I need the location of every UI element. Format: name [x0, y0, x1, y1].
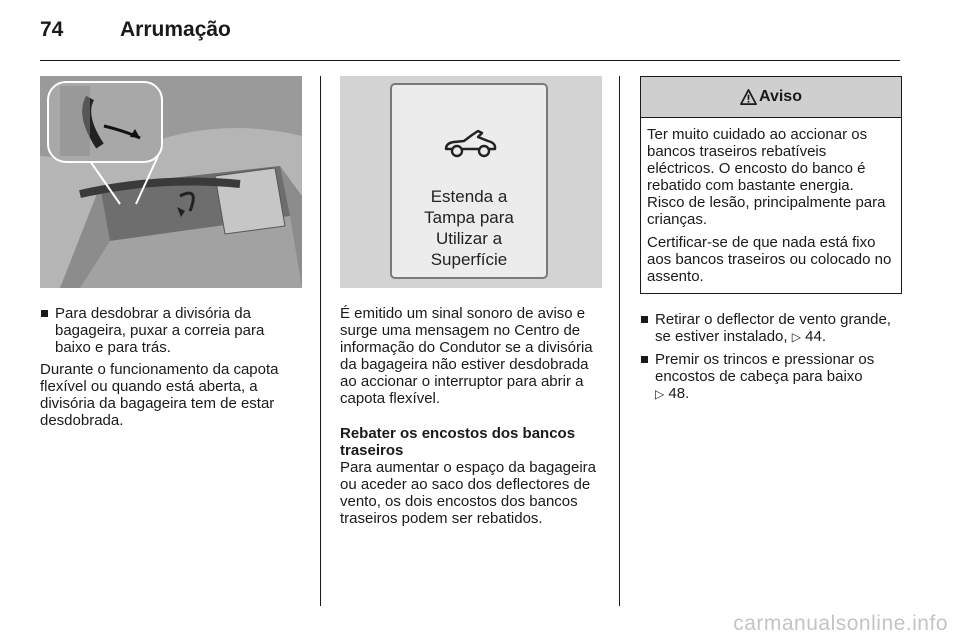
warning-sound-paragraph: É emitido um sinal sonoro de aviso e surge uma mensagem no Centro de informação do Condutor se a divisória da bagageira não estiver desdobrada ao accionar o interruptor para abrir a capota flexível. [340, 305, 593, 407]
column-2 [340, 76, 602, 527]
watermark: carmanualsonline.info [733, 612, 948, 635]
warning-title: Aviso [759, 88, 802, 105]
warning-body [641, 118, 901, 293]
luggage-compartment-illustration [40, 76, 302, 288]
headrest-page-ref[interactable]: 48. [668, 385, 690, 402]
warning-header [641, 77, 901, 118]
column-divider-1 [320, 76, 321, 606]
column-3 [640, 76, 902, 403]
headrest-bullet-text: Premir os trincos e pressionar os encostos de cabeça para baixo [655, 351, 875, 385]
header-divider [40, 60, 900, 61]
display-line-3: Utilizar a [435, 229, 503, 248]
headrest-bullet [640, 351, 902, 403]
display-message [392, 186, 546, 270]
rear-seat-paragraph: Para aumentar o espaço da bagageira ou aceder ao saco dos deflectores de vento, os dois encostos dos bancos traseiros podem ser rebatidos. [340, 459, 597, 527]
page-ref-arrow-icon: ▷ [655, 387, 665, 401]
driver-info-display-figure [340, 76, 602, 288]
instruction-bullet: Para desdobrar a divisória da bagageira, puxar a correia para baixo e para trás. [40, 305, 302, 356]
display-line-4: Superfície [430, 250, 508, 269]
deflector-page-ref[interactable]: 44. [805, 328, 827, 345]
deflector-bullet [640, 311, 902, 346]
section-heading: Rebater os encostos dos bancos traseiros [340, 425, 576, 459]
display-line-2: Tampa para [424, 208, 514, 227]
display-line-1: Estenda a [430, 187, 508, 206]
convertible-car-icon [442, 127, 498, 161]
deflector-bullet-text: Retirar o deflector de vento grande, se estiver instalado, [655, 311, 891, 345]
column-divider-2 [619, 76, 620, 606]
page-number: 74 [40, 18, 64, 41]
warning-text-1: Ter muito cuidado ao accionar os bancos traseiros rebatíveis eléctricos. O encosto do banco é rebatido com bastante energia. Risco de lesão, principalmente para crianças. [647, 126, 886, 228]
luggage-compartment-photo [40, 76, 302, 288]
page-header [40, 18, 920, 48]
driver-info-display [390, 83, 548, 279]
page-ref-arrow-icon: ▷ [791, 330, 801, 344]
info-paragraph: Durante o funcionamento da capota flexível ou quando está aberta, a divisória da bagageira tem de estar desdobrada. [40, 361, 279, 429]
warning-text-2: Certificar-se de que nada está fixo aos bancos traseiros ou colocado no assento. [647, 234, 892, 285]
page-title: Arrumação [120, 18, 231, 41]
warning-box [640, 76, 902, 294]
warning-triangle-icon [740, 89, 757, 106]
column-1 [40, 76, 302, 429]
